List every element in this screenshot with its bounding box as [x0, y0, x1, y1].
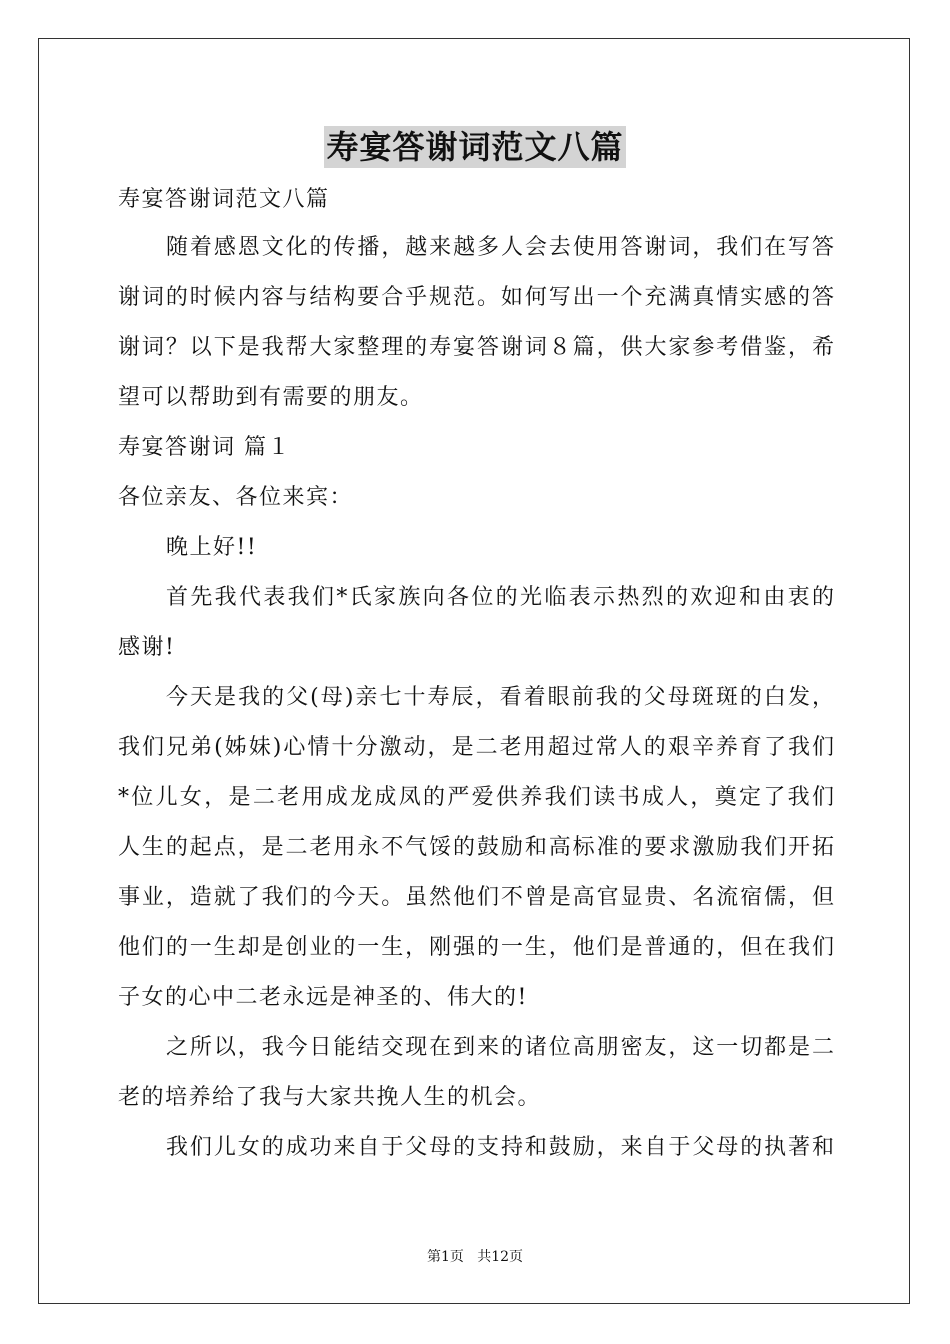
para2-line-4: 人生的起点，是二老用永不气馁的鼓励和高标准的要求激励我们开拓 — [118, 835, 834, 860]
para1-line-1: 首先我代表我们*氏家族向各位的光临表示热烈的欢迎和由衷的 — [166, 585, 834, 610]
para2-line-5: 事业，造就了我们的今天。虽然他们不曾是高官显贵、名流宿儒，但 — [118, 885, 834, 910]
page-footer: 第1页 共12页 — [426, 1249, 524, 1265]
title-container — [0, 126, 950, 168]
intro-line-4: 望可以帮助到有需要的朋友。 — [118, 385, 424, 410]
document-subtitle: 寿宴答谢词范文八篇 — [118, 187, 330, 212]
para2-line-3: *位儿女，是二老用成龙成凤的严爱供养我们读书成人，奠定了我们 — [118, 785, 834, 810]
greeting: 晚上好!! — [166, 535, 258, 560]
intro-line-1: 随着感恩文化的传播，越来越多人会去使用答谢词，我们在写答 — [166, 235, 834, 260]
para2-line-1: 今天是我的父(母)亲七十寿辰，看着眼前我的父母斑斑的白发， — [166, 685, 834, 710]
intro-line-2: 谢词的时候内容与结构要合乎规范。如何写出一个充满真情实感的答 — [118, 285, 834, 310]
para2-line-2: 我们兄弟(姊妹)心情十分激动，是二老用超过常人的艰辛养育了我们 — [118, 735, 834, 760]
para4-line-1: 我们儿女的成功来自于父母的支持和鼓励，来自于父母的执著和 — [166, 1135, 834, 1160]
document-title: 寿宴答谢词范文八篇 — [326, 128, 624, 166]
para1-line-2: 感谢! — [118, 635, 176, 660]
para3-line-2: 老的培养给了我与大家共挽人生的机会。 — [118, 1085, 542, 1110]
para2-line-6: 他们的一生却是创业的一生，刚强的一生，他们是普通的，但在我们 — [118, 935, 834, 960]
para3-line-1: 之所以，我今日能结交现在到来的诸位高朋密友，这一切都是二 — [166, 1035, 834, 1060]
page-border — [38, 38, 910, 1304]
intro-line-3: 谢词？以下是我帮大家整理的寿宴答谢词８篇，供大家参考借鉴，希 — [118, 335, 834, 360]
salutation: 各位亲友、各位来宾： — [118, 485, 354, 510]
para2-line-7: 子女的心中二老永远是神圣的、伟大的! — [118, 985, 528, 1010]
section-heading: 寿宴答谢词 篇１ — [118, 435, 291, 460]
